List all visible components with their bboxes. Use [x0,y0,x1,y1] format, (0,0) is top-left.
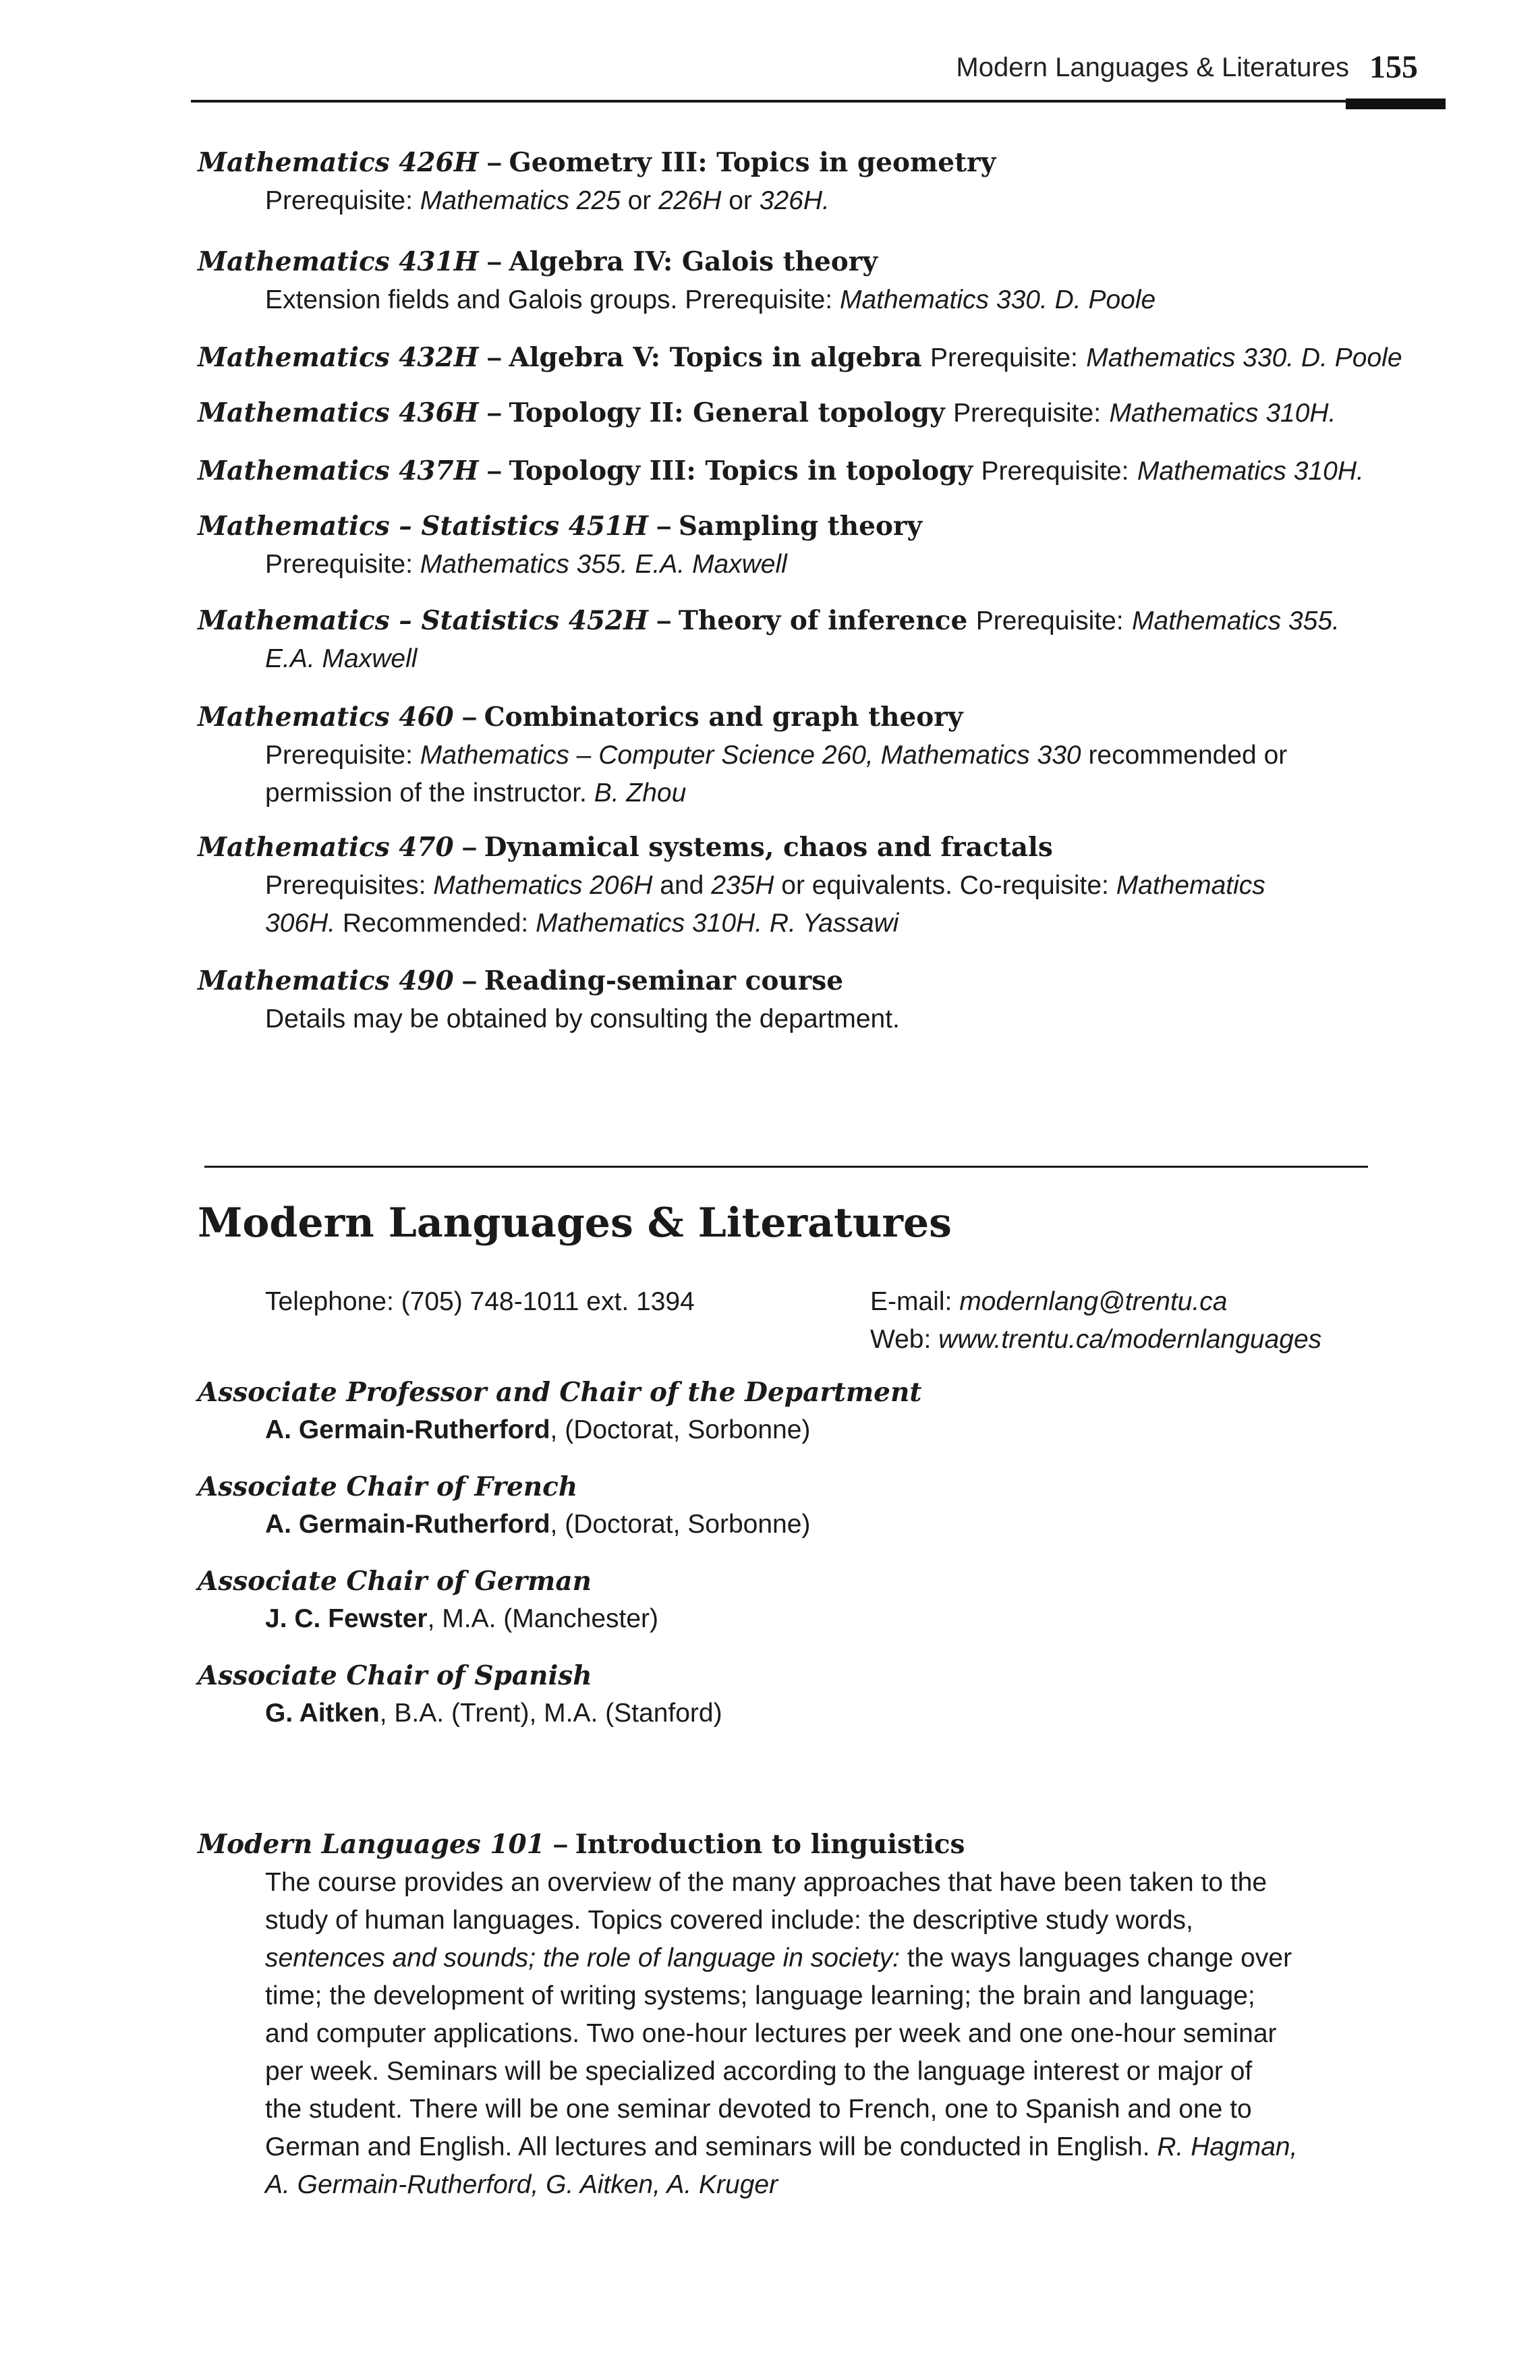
course-code: Mathematics 490 [198,965,454,996]
section-title: Modern Languages & Literatures [198,1199,952,1247]
course-code: Mathematics 437H [198,455,479,486]
header-rule-tab [1346,98,1446,109]
course-code: Mathematics 470 [198,832,454,863]
running-head: Modern Languages & Literatures [956,53,1349,82]
course-entry: Mathematics 437H – Topology III: Topics in topology Prerequisite: Mathematics 310H. [198,455,1364,486]
staff-name: G. Aitken [265,1699,380,1728]
staff-name: J. C. Fewster [265,1604,428,1633]
course-entry: Mathematics 426H – Geometry III: Topics in geometry Prerequisite: Mathematics 225 or 226H or 326H. [198,147,996,215]
web-link[interactable]: www.trentu.ca/modernlanguages [938,1325,1322,1354]
staff-entry: Associate Chair of German J. C. Fewster, M.A. (Manchester) [198,1562,658,1638]
course-code: Mathematics 432H [198,342,479,373]
section-divider [204,1166,1368,1168]
telephone: Telephone: (705) 748-1011 ext. 1394 [265,1287,695,1316]
email-line: E-mail: modernlang@trentu.ca [870,1287,1228,1316]
course-title: Introduction to linguistics [575,1829,965,1860]
course-title: Theory of inference [678,605,968,636]
course-code: Mathematics 436H [198,397,479,428]
email-link[interactable]: modernlang@trentu.ca [959,1287,1228,1316]
instructor: A. Germain-Rutherford, G. Aitken, A. Kruger [265,2170,778,2199]
page-number: 155 [1369,49,1418,85]
course-entry: Mathematics – Statistics 451H – Sampling theory Prerequisite: Mathematics 355. E.A. Maxwell [198,511,923,579]
course-description: Extension fields and Galois groups. Prerequisite: [265,285,833,314]
course-title: Algebra IV: Galois theory [509,246,878,277]
staff-name: A. Germain-Rutherford [265,1510,550,1539]
course-title: Algebra V: Topics in algebra [509,342,922,373]
staff-role: Associate Chair of German [198,1566,592,1597]
course-title: Geometry III: Topics in geometry [509,147,996,178]
course-entry: Mathematics – Statistics 452H – Theory of inference Prerequisite: Mathematics 355. E.A. Maxwell [198,605,1340,673]
course-entry: Mathematics 490 – Reading-seminar course Details may be obtained by consulting the department. [198,965,900,1033]
course-entry: Mathematics 470 – Dynamical systems, chaos and fractals Prerequisites: Mathematics 206H and 235H or equivalents. Co-requisite: Mathematics 306H. Recommended: Mathematics 310H. R. Yassawi [198,832,1265,938]
staff-role: Associate Chair of Spanish [198,1660,592,1691]
instructor: B. Zhou [594,778,687,808]
course-code: Mathematics – Statistics 451H [198,511,648,542]
course-title: Topology III: Topics in topology [509,455,973,486]
course-entry: Mathematics 460 – Combinatorics and graph theory Prerequisite: Mathematics – Computer Science 260, Mathematics 330 recommended or permission of the instructor. B. Zhou [198,702,1288,808]
staff-role: Associate Chair of French [198,1471,578,1502]
course-code: Modern Languages 101 [198,1829,545,1860]
course-entry: Mathematics 432H – Algebra V: Topics in algebra Prerequisite: Mathematics 330. D. Poole [198,342,1402,373]
staff-entry: Associate Professor and Chair of the Department A. Germain-Rutherford, (Doctorat, Sorbonne) [198,1373,921,1449]
instructor: E.A. Maxwell [265,644,418,673]
course-code: Mathematics 426H [198,147,479,178]
course-title: Combinatorics and graph theory [484,702,963,733]
prerequisite-label: Prerequisite: [265,186,413,215]
course-title: Dynamical systems, chaos and fractals [484,832,1053,863]
staff-entry: Associate Chair of French A. Germain-Rutherford, (Doctorat, Sorbonne) [198,1468,810,1543]
course-title: Reading-seminar course [484,965,844,996]
staff-name: A. Germain-Rutherford [265,1415,550,1444]
course-entry: Mathematics 431H – Algebra IV: Galois theory Extension fields and Galois groups. Prerequisite: Mathematics 330. D. Poole [198,246,1156,314]
course-description: Details may be obtained by consulting the department. [265,1004,900,1033]
course-code: Mathematics 431H [198,246,479,277]
course-title: Sampling theory [678,511,923,542]
course-title: Topology II: General topology [509,397,945,428]
header-rule [191,100,1446,103]
staff-entry: Associate Chair of Spanish G. Aitken, B.A. (Trent), M.A. (Stanford) [198,1657,722,1732]
staff-role: Associate Professor and Chair of the Department [198,1377,922,1408]
web-line: Web: www.trentu.ca/modernlanguages [870,1325,1322,1354]
course-code: Mathematics – Statistics 452H [198,605,648,636]
course-code: Mathematics 460 [198,702,454,733]
course-entry: Mathematics 436H – Topology II: General topology Prerequisite: Mathematics 310H. [198,397,1336,428]
course-entry: Modern Languages 101 – Introduction to linguistics The course provides an overview of the many approaches that have been taken to the study of human languages. Topics covered include: the descriptive study words, sentences and sounds; the role of language in society: the ways languages change over time; the development of writing systems; language learning; the brain and language; and computer applications. Two one-hour lectures per week and one one-hour seminar per week. Seminars will be specialized according to the language interest or major of the student. There will be one seminar devoted to French, one to Spanish and one to German and English. All lectures and seminars will be conducted in English. R. Hagman, A. Germain-Rutherford, G. Aitken, A. Kruger [198,1825,1446,2204]
